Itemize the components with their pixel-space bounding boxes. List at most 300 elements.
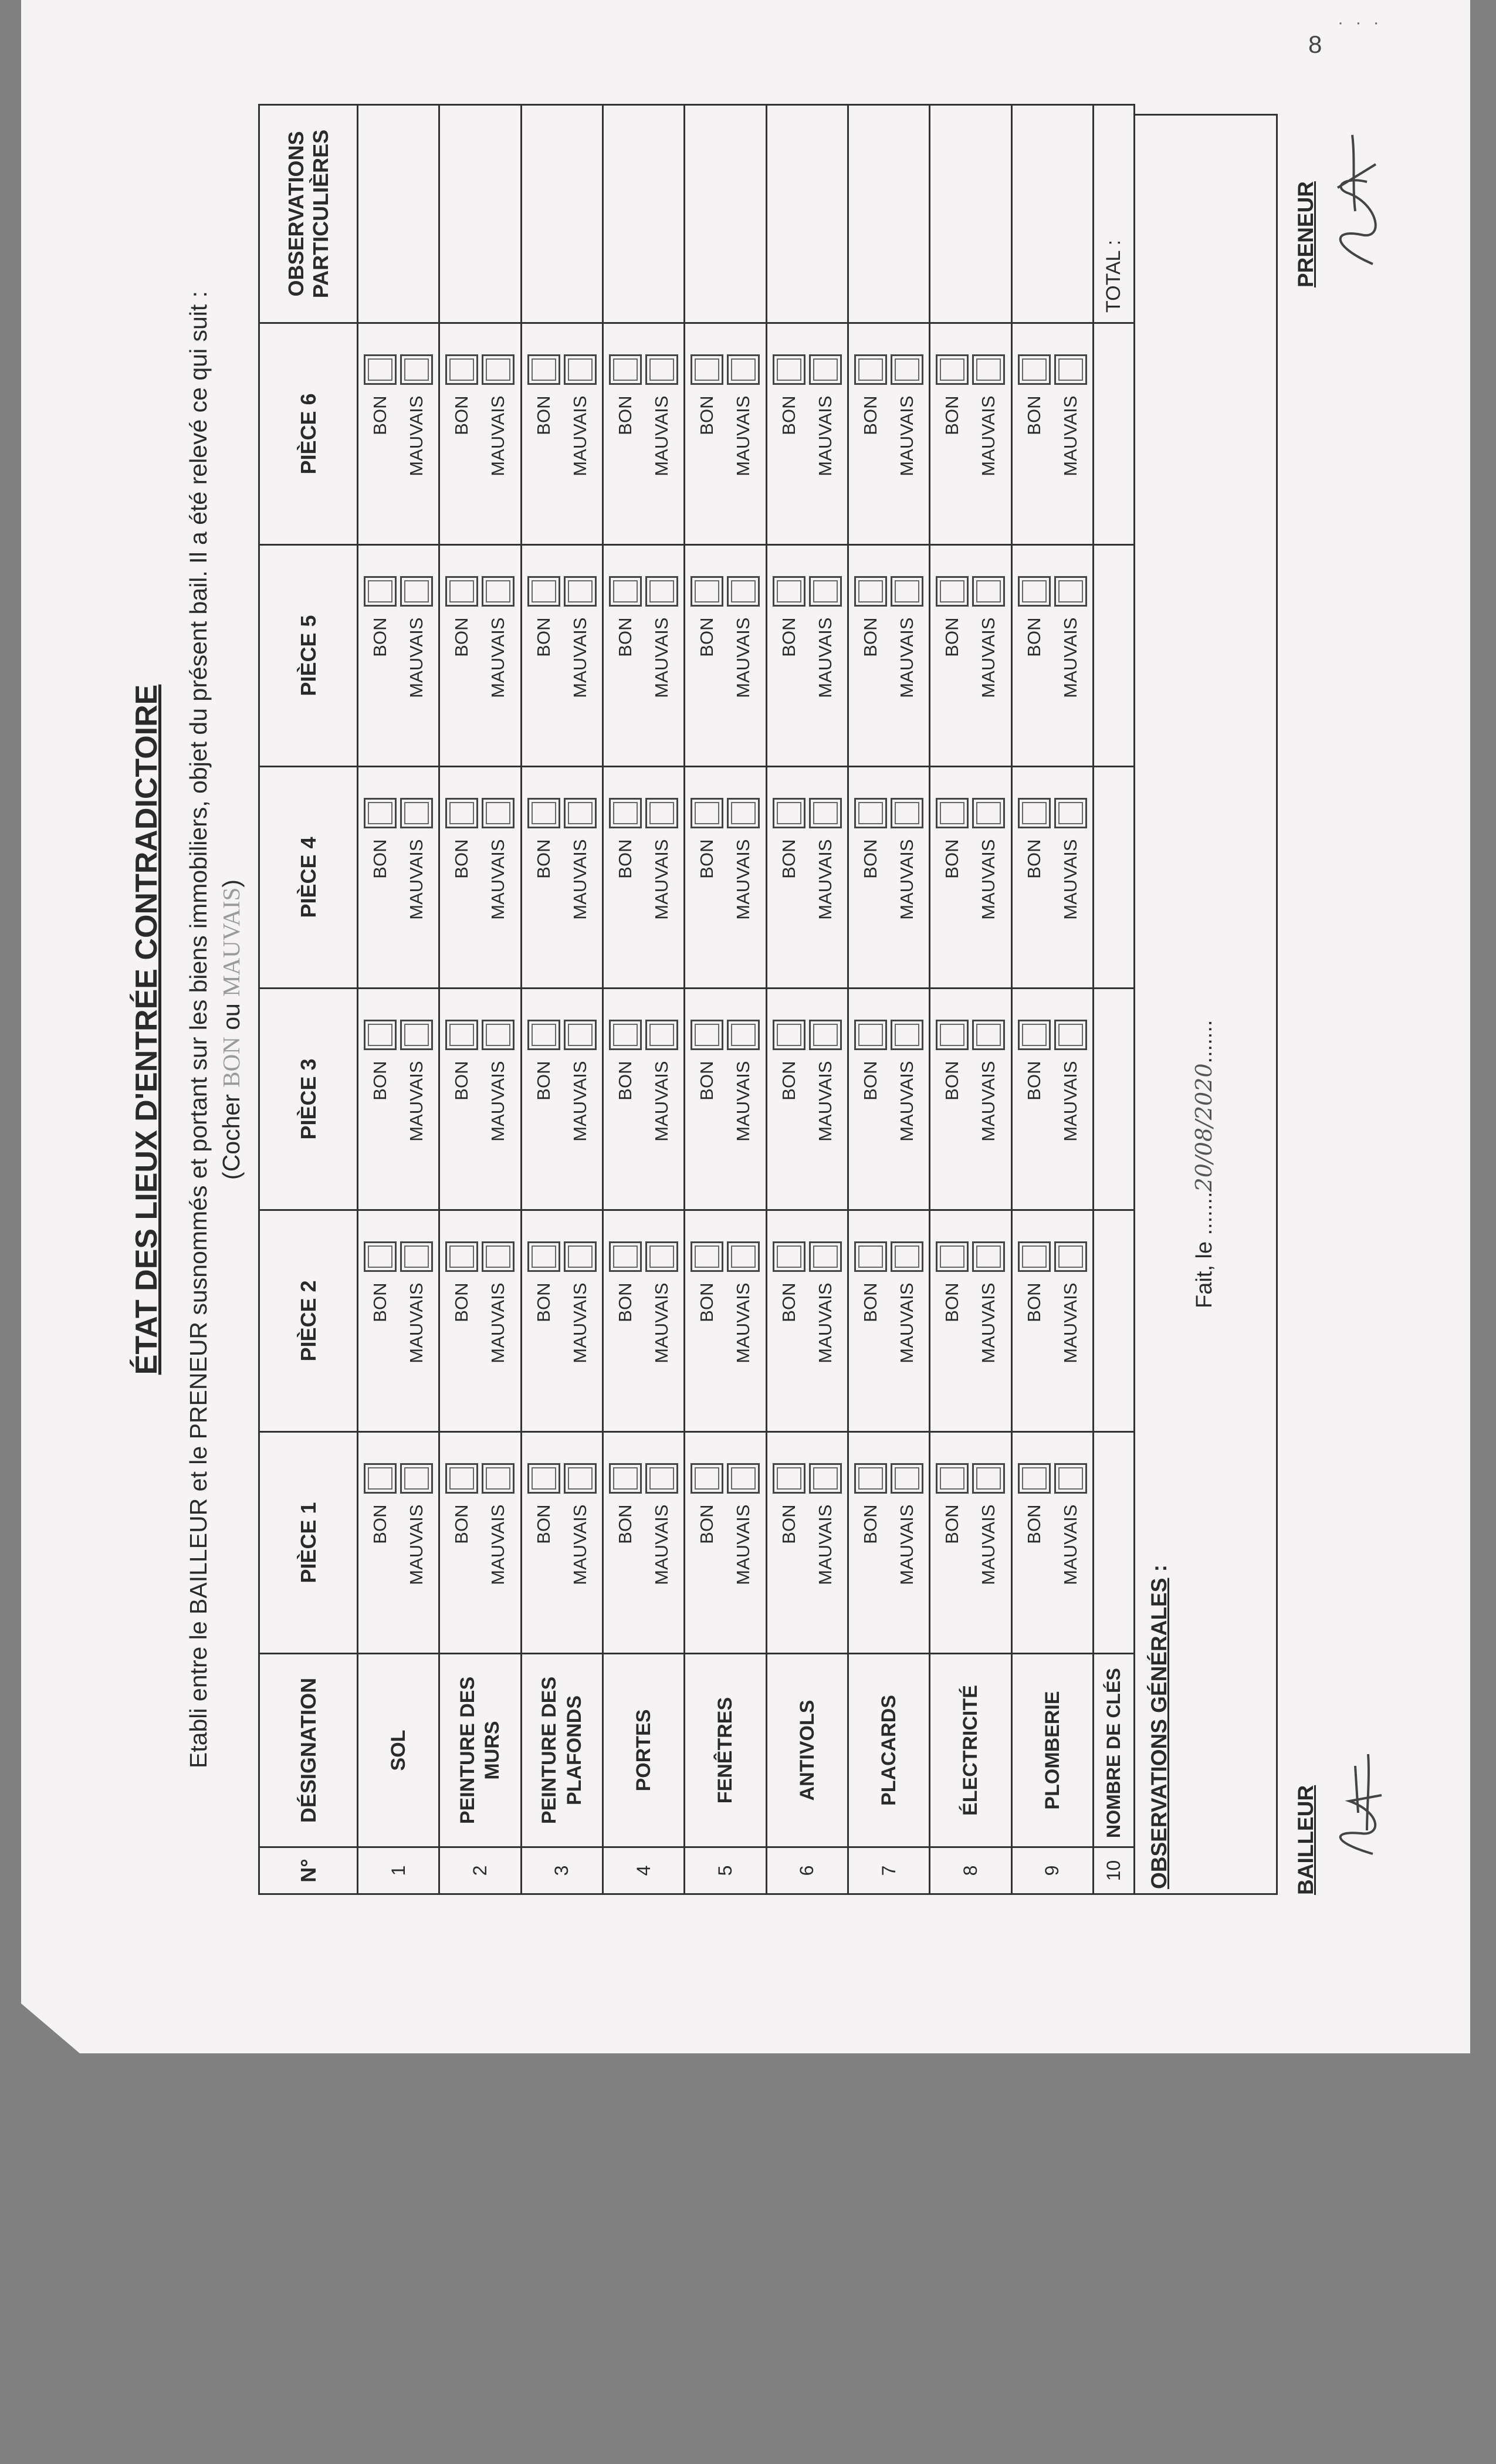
option-label: BON (942, 395, 963, 435)
bon-checkbox[interactable] (527, 1020, 560, 1051)
option-label: MAUVAIS (814, 1061, 835, 1142)
mauvais-checkbox[interactable] (809, 355, 842, 385)
option-label: MAUVAIS (406, 1282, 427, 1363)
mauvais-checkbox[interactable] (891, 355, 923, 385)
observations-cell[interactable] (439, 105, 521, 323)
bon-checkbox[interactable] (936, 1020, 969, 1051)
option-mauvais (644, 1211, 680, 1431)
option-bon (444, 767, 480, 987)
piece-4-cell (1011, 767, 1093, 989)
observations-cell[interactable] (766, 105, 848, 323)
bon-checkbox[interactable] (936, 798, 969, 829)
piece-1-cell (1011, 1432, 1093, 1654)
option-bon (852, 324, 889, 544)
piece-5-cell (766, 545, 848, 767)
mauvais-checkbox[interactable] (809, 1020, 842, 1051)
option-bon (362, 546, 398, 766)
bon-checkbox[interactable] (364, 355, 397, 385)
option-label: MAUVAIS (978, 839, 999, 920)
option-bon (852, 546, 889, 766)
bon-checkbox[interactable] (364, 577, 397, 607)
option-mauvais (398, 324, 435, 544)
option-mauvais (644, 767, 680, 987)
check-instruction-ou: ou (218, 996, 245, 1037)
bon-checkbox[interactable] (691, 798, 723, 829)
option-bon (852, 1433, 889, 1653)
option-label: BON (942, 839, 963, 879)
option-label: BON (942, 617, 963, 657)
option-label: BON (533, 839, 554, 879)
option-mauvais (1052, 989, 1089, 1209)
option-label: MAUVAIS (651, 1282, 672, 1363)
mauvais-checkbox[interactable] (482, 798, 515, 829)
option-bon (1016, 989, 1052, 1209)
option-bon (852, 1211, 889, 1431)
option-label: MAUVAIS (978, 395, 999, 476)
form-title: ÉTAT DES LIEUX D'ENTRÉE CONTRADICTOIRE (130, 684, 164, 1375)
row-number: 2 (439, 1847, 521, 1894)
option-label: MAUVAIS (896, 395, 918, 476)
option-mauvais (398, 989, 435, 1209)
keys-count-cell[interactable] (1094, 1432, 1135, 1654)
option-label: MAUVAIS (978, 617, 999, 698)
option-label: BON (451, 839, 472, 879)
rotated-form (129, 106, 1390, 1954)
mauvais-checkbox[interactable] (645, 1242, 678, 1272)
option-label: MAUVAIS (569, 617, 590, 698)
bon-checkbox[interactable] (1018, 1242, 1051, 1272)
bon-checkbox[interactable] (936, 355, 969, 385)
option-label: MAUVAIS (406, 839, 427, 920)
piece-2-cell (766, 1210, 848, 1432)
mauvais-checkbox[interactable] (809, 798, 842, 829)
option-mauvais (807, 767, 844, 987)
option-label: MAUVAIS (406, 395, 427, 476)
bon-checkbox[interactable] (527, 1464, 560, 1494)
piece-1-cell (685, 1432, 766, 1654)
bon-checkbox[interactable] (1018, 798, 1051, 829)
option-label: MAUVAIS (1060, 395, 1081, 476)
option-mauvais (644, 324, 680, 544)
bon-checkbox[interactable] (854, 577, 887, 607)
observations-cell[interactable] (358, 105, 439, 323)
option-label: MAUVAIS (733, 1504, 754, 1585)
row-number: 8 (930, 1847, 1011, 1894)
mauvais-checkbox[interactable] (482, 1020, 515, 1051)
bon-checkbox[interactable] (854, 1020, 887, 1051)
mauvais-checkbox[interactable] (891, 798, 923, 829)
mauvais-checkbox[interactable] (400, 798, 433, 829)
mauvais-checkbox[interactable] (891, 1020, 923, 1051)
piece-3-cell (521, 989, 603, 1210)
option-bon (526, 546, 562, 766)
mauvais-checkbox[interactable] (400, 355, 433, 385)
option-mauvais (562, 546, 598, 766)
piece-3-cell (766, 989, 848, 1210)
header-observations: OBSERVATIONS PARTICULIÈRES (259, 105, 358, 323)
mauvais-checkbox[interactable] (645, 1020, 678, 1051)
bon-checkbox[interactable] (854, 1242, 887, 1272)
option-bon (526, 1211, 562, 1431)
mauvais-checkbox[interactable] (564, 798, 597, 829)
table-row (685, 105, 766, 1894)
piece-1-cell (930, 1432, 1011, 1654)
mauvais-checkbox[interactable] (891, 577, 923, 607)
bon-checkbox[interactable] (445, 798, 478, 829)
option-mauvais (398, 1211, 435, 1431)
scan-specks: · · · (1338, 13, 1383, 32)
mauvais-checkbox[interactable] (972, 798, 1005, 829)
keys-count-cell[interactable] (1094, 1210, 1135, 1432)
option-bon (362, 767, 398, 987)
observations-cell[interactable] (848, 105, 929, 323)
option-mauvais (562, 1211, 598, 1431)
bon-checkbox[interactable] (527, 355, 560, 385)
mauvais-checkbox[interactable] (809, 1464, 842, 1494)
keys-count-cell[interactable] (1094, 989, 1135, 1210)
bon-checkbox[interactable] (364, 1242, 397, 1272)
option-label: MAUVAIS (814, 839, 835, 920)
option-label: MAUVAIS (814, 617, 835, 698)
option-label: BON (451, 1282, 472, 1322)
option-mauvais (970, 767, 1007, 987)
option-mauvais (725, 767, 761, 987)
option-bon (934, 546, 970, 766)
option-mauvais (889, 1433, 925, 1653)
option-mauvais (480, 989, 516, 1209)
observations-cell[interactable] (930, 105, 1011, 323)
bon-checkbox[interactable] (1018, 1464, 1051, 1494)
row-number: 6 (766, 1847, 848, 1894)
mauvais-checkbox[interactable] (1054, 1464, 1087, 1494)
bon-checkbox[interactable] (1018, 355, 1051, 385)
bon-checkbox[interactable] (609, 1464, 642, 1494)
bon-checkbox[interactable] (609, 1020, 642, 1051)
option-label: MAUVAIS (733, 1061, 754, 1142)
row-number: 5 (685, 1847, 766, 1894)
option-mauvais (970, 1433, 1007, 1653)
bon-checkbox[interactable] (445, 355, 478, 385)
mauvais-checkbox[interactable] (645, 577, 678, 607)
piece-2-cell (358, 1210, 439, 1432)
header-piece-5: PIÈCE 5 (259, 545, 358, 767)
bon-checkbox[interactable] (609, 355, 642, 385)
observations-cell[interactable] (685, 105, 766, 323)
option-bon (771, 989, 807, 1209)
bon-checkbox[interactable] (445, 1464, 478, 1494)
mauvais-checkbox[interactable] (972, 1020, 1005, 1051)
option-bon (362, 324, 398, 544)
option-label: BON (615, 617, 636, 657)
option-label: BON (860, 395, 881, 435)
mauvais-checkbox[interactable] (482, 577, 515, 607)
option-mauvais (725, 1433, 761, 1653)
option-mauvais (480, 1433, 516, 1653)
table-row (603, 105, 684, 1894)
piece-6-cell (521, 323, 603, 545)
row-designation: ANTIVOLS (766, 1654, 848, 1847)
piece-2-cell (930, 1210, 1011, 1432)
option-bon (444, 546, 480, 766)
row-designation: PLACARDS (848, 1654, 929, 1847)
observations-cell[interactable] (1011, 105, 1093, 323)
mauvais-checkbox[interactable] (564, 577, 597, 607)
bon-checkbox[interactable] (936, 577, 969, 607)
option-label: MAUVAIS (896, 617, 918, 698)
piece-3-cell (930, 989, 1011, 1210)
option-label: BON (778, 1504, 799, 1544)
mauvais-checkbox[interactable] (972, 1464, 1005, 1494)
option-bon (444, 1211, 480, 1431)
option-label: BON (696, 1061, 717, 1101)
option-label: BON (696, 395, 717, 435)
bon-checkbox[interactable] (854, 355, 887, 385)
mauvais-checkbox[interactable] (1054, 577, 1087, 607)
option-mauvais (970, 324, 1007, 544)
option-mauvais (398, 767, 435, 987)
option-label: MAUVAIS (896, 839, 918, 920)
form-intro: Etabli entre le BAILLEUR et le PRENEUR susnommés et portant sur les biens immobiliers, objet du présent bail. Il a été relevé ce qui suit : (185, 290, 212, 1769)
piece-2-cell (603, 1210, 684, 1432)
piece-3-cell (358, 989, 439, 1210)
piece-5-cell (1011, 545, 1093, 767)
option-mauvais (480, 1211, 516, 1431)
option-label: BON (1023, 1282, 1044, 1322)
option-label: BON (451, 617, 472, 657)
option-mauvais (725, 546, 761, 766)
keys-count-cell[interactable] (1094, 323, 1135, 545)
piece-5-cell (848, 545, 929, 767)
mauvais-checkbox[interactable] (727, 1464, 760, 1494)
row-designation: ÉLECTRICITÉ (930, 1654, 1011, 1847)
mauvais-checkbox[interactable] (727, 577, 760, 607)
mauvais-checkbox[interactable] (727, 1020, 760, 1051)
mauvais-checkbox[interactable] (727, 798, 760, 829)
option-label: BON (860, 1282, 881, 1322)
piece-5-cell (603, 545, 684, 767)
option-label: MAUVAIS (651, 395, 672, 476)
row-number: 3 (521, 1847, 603, 1894)
row-designation: SOL (358, 1654, 439, 1847)
mauvais-checkbox[interactable] (400, 1242, 433, 1272)
option-mauvais (480, 767, 516, 987)
table-row (521, 105, 603, 1894)
option-label: MAUVAIS (978, 1504, 999, 1585)
bon-checkbox[interactable] (854, 1464, 887, 1494)
bon-checkbox[interactable] (445, 1020, 478, 1051)
option-bon (1016, 324, 1052, 544)
observations-cell[interactable] (521, 105, 603, 323)
option-mauvais (644, 546, 680, 766)
bon-checkbox[interactable] (1018, 577, 1051, 607)
mauvais-checkbox[interactable] (645, 1464, 678, 1494)
mauvais-checkbox[interactable] (1054, 1242, 1087, 1272)
piece-3-cell (1011, 989, 1093, 1210)
bon-checkbox[interactable] (936, 1464, 969, 1494)
piece-1-cell (358, 1432, 439, 1654)
option-bon (689, 1433, 725, 1653)
piece-2-cell (521, 1210, 603, 1432)
bon-checkbox[interactable] (609, 1242, 642, 1272)
header-num: N° (259, 1847, 358, 1894)
option-label: BON (370, 1282, 391, 1322)
mauvais-checkbox[interactable] (564, 355, 597, 385)
bon-checkbox[interactable] (691, 1020, 723, 1051)
piece-1-cell (766, 1432, 848, 1654)
piece-1-cell (439, 1432, 521, 1654)
bon-checkbox[interactable] (609, 577, 642, 607)
bon-checkbox[interactable] (691, 1464, 723, 1494)
option-mauvais (1052, 1433, 1089, 1653)
option-label: MAUVAIS (488, 395, 509, 476)
mauvais-checkbox[interactable] (809, 577, 842, 607)
bon-checkbox[interactable] (527, 577, 560, 607)
row-designation: PORTES (603, 1654, 684, 1847)
signature-date-line: Fait, le .......20/08/2020....... (1191, 1020, 1217, 1308)
option-label: MAUVAIS (569, 395, 590, 476)
piece-4-cell (521, 767, 603, 989)
option-mauvais (398, 1433, 435, 1653)
option-label: MAUVAIS (733, 1282, 754, 1363)
piece-1-cell (848, 1432, 929, 1654)
option-mauvais (562, 1433, 598, 1653)
option-label: BON (860, 839, 881, 879)
mauvais-checkbox[interactable] (891, 1242, 923, 1272)
bon-checkbox[interactable] (364, 1464, 397, 1494)
bon-checkbox[interactable] (527, 798, 560, 829)
option-label: MAUVAIS (896, 1504, 918, 1585)
bon-checkbox[interactable] (364, 798, 397, 829)
bon-checkbox[interactable] (773, 1464, 805, 1494)
option-label: BON (370, 395, 391, 435)
bon-checkbox[interactable] (1018, 1020, 1051, 1051)
bon-checkbox[interactable] (936, 1242, 969, 1272)
mauvais-checkbox[interactable] (482, 355, 515, 385)
keys-count-cell[interactable] (1094, 545, 1135, 767)
mauvais-checkbox[interactable] (645, 798, 678, 829)
bon-checkbox[interactable] (773, 798, 805, 829)
option-label: MAUVAIS (488, 1061, 509, 1142)
option-bon (771, 767, 807, 987)
option-bon (607, 767, 644, 987)
mauvais-checkbox[interactable] (809, 1242, 842, 1272)
option-label: BON (533, 1061, 554, 1101)
bon-checkbox[interactable] (854, 798, 887, 829)
header-piece-6: PIÈCE 6 (259, 323, 358, 545)
bon-checkbox[interactable] (691, 577, 723, 607)
option-label: BON (942, 1061, 963, 1101)
bon-checkbox[interactable] (609, 798, 642, 829)
option-bon (607, 1433, 644, 1653)
mauvais-checkbox[interactable] (891, 1464, 923, 1494)
bon-checkbox[interactable] (445, 577, 478, 607)
bon-checkbox[interactable] (773, 577, 805, 607)
option-label: MAUVAIS (814, 1504, 835, 1585)
mauvais-checkbox[interactable] (400, 1464, 433, 1494)
bon-checkbox[interactable] (364, 1020, 397, 1051)
bon-checkbox[interactable] (527, 1242, 560, 1272)
option-bon (526, 1433, 562, 1653)
check-instruction (217, 106, 245, 1954)
option-mauvais (889, 989, 925, 1209)
option-mauvais (1052, 324, 1089, 544)
mauvais-checkbox[interactable] (972, 1242, 1005, 1272)
option-bon (771, 1433, 807, 1653)
option-bon (362, 1211, 398, 1431)
keys-count-cell[interactable] (1094, 767, 1135, 989)
bon-checkbox[interactable] (773, 355, 805, 385)
mauvais-checkbox[interactable] (1054, 798, 1087, 829)
option-label: BON (1023, 617, 1044, 657)
mauvais-checkbox[interactable] (482, 1464, 515, 1494)
bon-checkbox[interactable] (691, 1242, 723, 1272)
option-label: MAUVAIS (406, 1061, 427, 1142)
piece-4-cell (930, 767, 1011, 989)
mauvais-checkbox[interactable] (1054, 1020, 1087, 1051)
option-label: BON (778, 395, 799, 435)
mauvais-checkbox[interactable] (400, 577, 433, 607)
mauvais-checkbox[interactable] (727, 1242, 760, 1272)
option-bon (1016, 767, 1052, 987)
bon-checkbox[interactable] (773, 1242, 805, 1272)
piece-2-cell (439, 1210, 521, 1432)
bon-checkbox[interactable] (691, 355, 723, 385)
mauvais-checkbox[interactable] (400, 1020, 433, 1051)
row-designation: PEINTURE DES PLAFONDS (521, 1654, 603, 1847)
mauvais-checkbox[interactable] (564, 1020, 597, 1051)
option-mauvais (807, 324, 844, 544)
check-instruction-suffix: ) (218, 879, 245, 888)
option-label: BON (778, 839, 799, 879)
option-bon (689, 546, 725, 766)
bon-checkbox[interactable] (773, 1020, 805, 1051)
mauvais-checkbox[interactable] (564, 1464, 597, 1494)
option-label: BON (696, 1504, 717, 1544)
option-label: MAUVAIS (1060, 1061, 1081, 1142)
piece-5-cell (685, 545, 766, 767)
mauvais-checkbox[interactable] (564, 1242, 597, 1272)
table-row (930, 105, 1011, 1894)
option-label: BON (451, 1504, 472, 1544)
bailleur-label: BAILLEUR (1294, 1785, 1318, 1895)
option-label: BON (942, 1282, 963, 1322)
header-designation: DÉSIGNATION (259, 1654, 358, 1847)
bon-checkbox[interactable] (445, 1242, 478, 1272)
table-row (358, 105, 439, 1894)
option-label: BON (533, 395, 554, 435)
piece-6-cell (766, 323, 848, 545)
option-label: BON (615, 1504, 636, 1544)
piece-4-cell (439, 767, 521, 989)
mauvais-checkbox[interactable] (1054, 355, 1087, 385)
piece-4-cell (848, 767, 929, 989)
mauvais-checkbox[interactable] (482, 1242, 515, 1272)
option-label: BON (370, 617, 391, 657)
option-label: MAUVAIS (978, 1061, 999, 1142)
option-label: MAUVAIS (488, 839, 509, 920)
option-label: BON (696, 617, 717, 657)
mauvais-checkbox[interactable] (972, 355, 1005, 385)
option-bon (852, 989, 889, 1209)
option-bon (526, 324, 562, 544)
observations-cell[interactable] (603, 105, 684, 323)
mauvais-checkbox[interactable] (727, 355, 760, 385)
mauvais-checkbox[interactable] (645, 355, 678, 385)
mauvais-checkbox[interactable] (972, 577, 1005, 607)
option-bon (444, 989, 480, 1209)
option-mauvais (970, 989, 1007, 1209)
option-label: MAUVAIS (406, 617, 427, 698)
